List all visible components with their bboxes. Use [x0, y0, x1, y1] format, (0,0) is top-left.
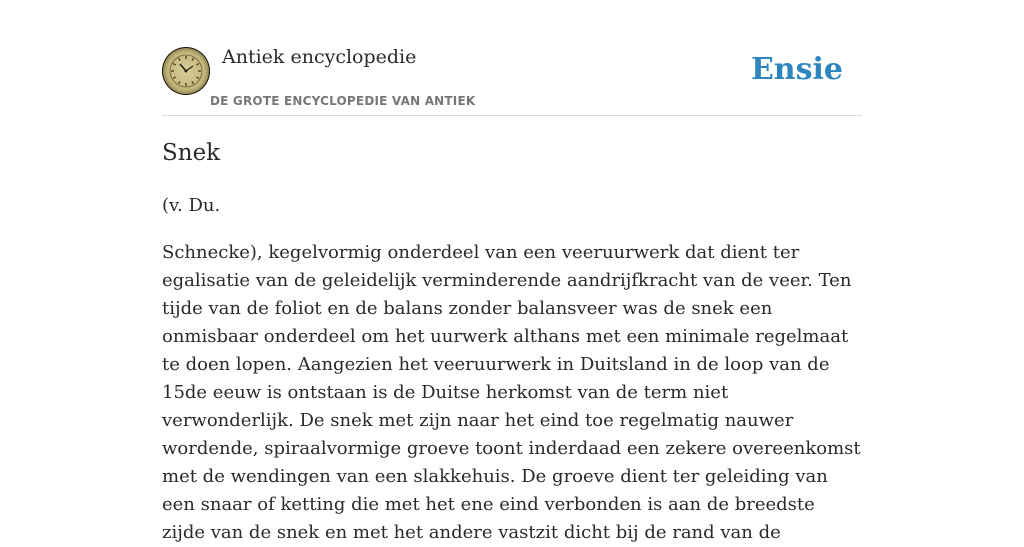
article-title: Snek	[162, 140, 221, 166]
site-subtitle: DE GROTE ENCYCLOPEDIE VAN ANTIEK	[210, 94, 476, 108]
clock-icon[interactable]	[162, 47, 210, 95]
site-title[interactable]: Antiek encyclopedie	[222, 46, 417, 68]
site-header	[162, 0, 862, 116]
article-paragraph: Schnecke), kegelvormig onderdeel van een veeruurwerk dat dient ter egalisatie van de geleidelijk verminderende aandrijfkracht van de veer. Ten tijde van de foliot en de balans zonder balansveer was de snek een onmisbaar onderdeel om het uurwerk althans met een minimale regelmaat te doen lopen. Aangezien het veeruurwerk in Duitsland in de loop van de 15de eeuw is ontstaan is de Duitse herkomst van de term niet verwonderlijk. De snek met zijn naar het eind toe regelmatig nauwer wordende, spiraalvormige groeve toont inderdaad een zekere overeenkomst met de wendingen van een slakkehuis. De groeve dient ter geleiding van een snaar of ketting die met het ene eind verbonden is aan de breedste zijde van de snek en met het andere vastzit dicht bij de rand van de	[162, 242, 861, 543]
brand-logo[interactable]: Ensie	[750, 52, 843, 87]
page-container	[162, 0, 862, 543]
article-paragraph: (v. Du.	[162, 195, 221, 216]
